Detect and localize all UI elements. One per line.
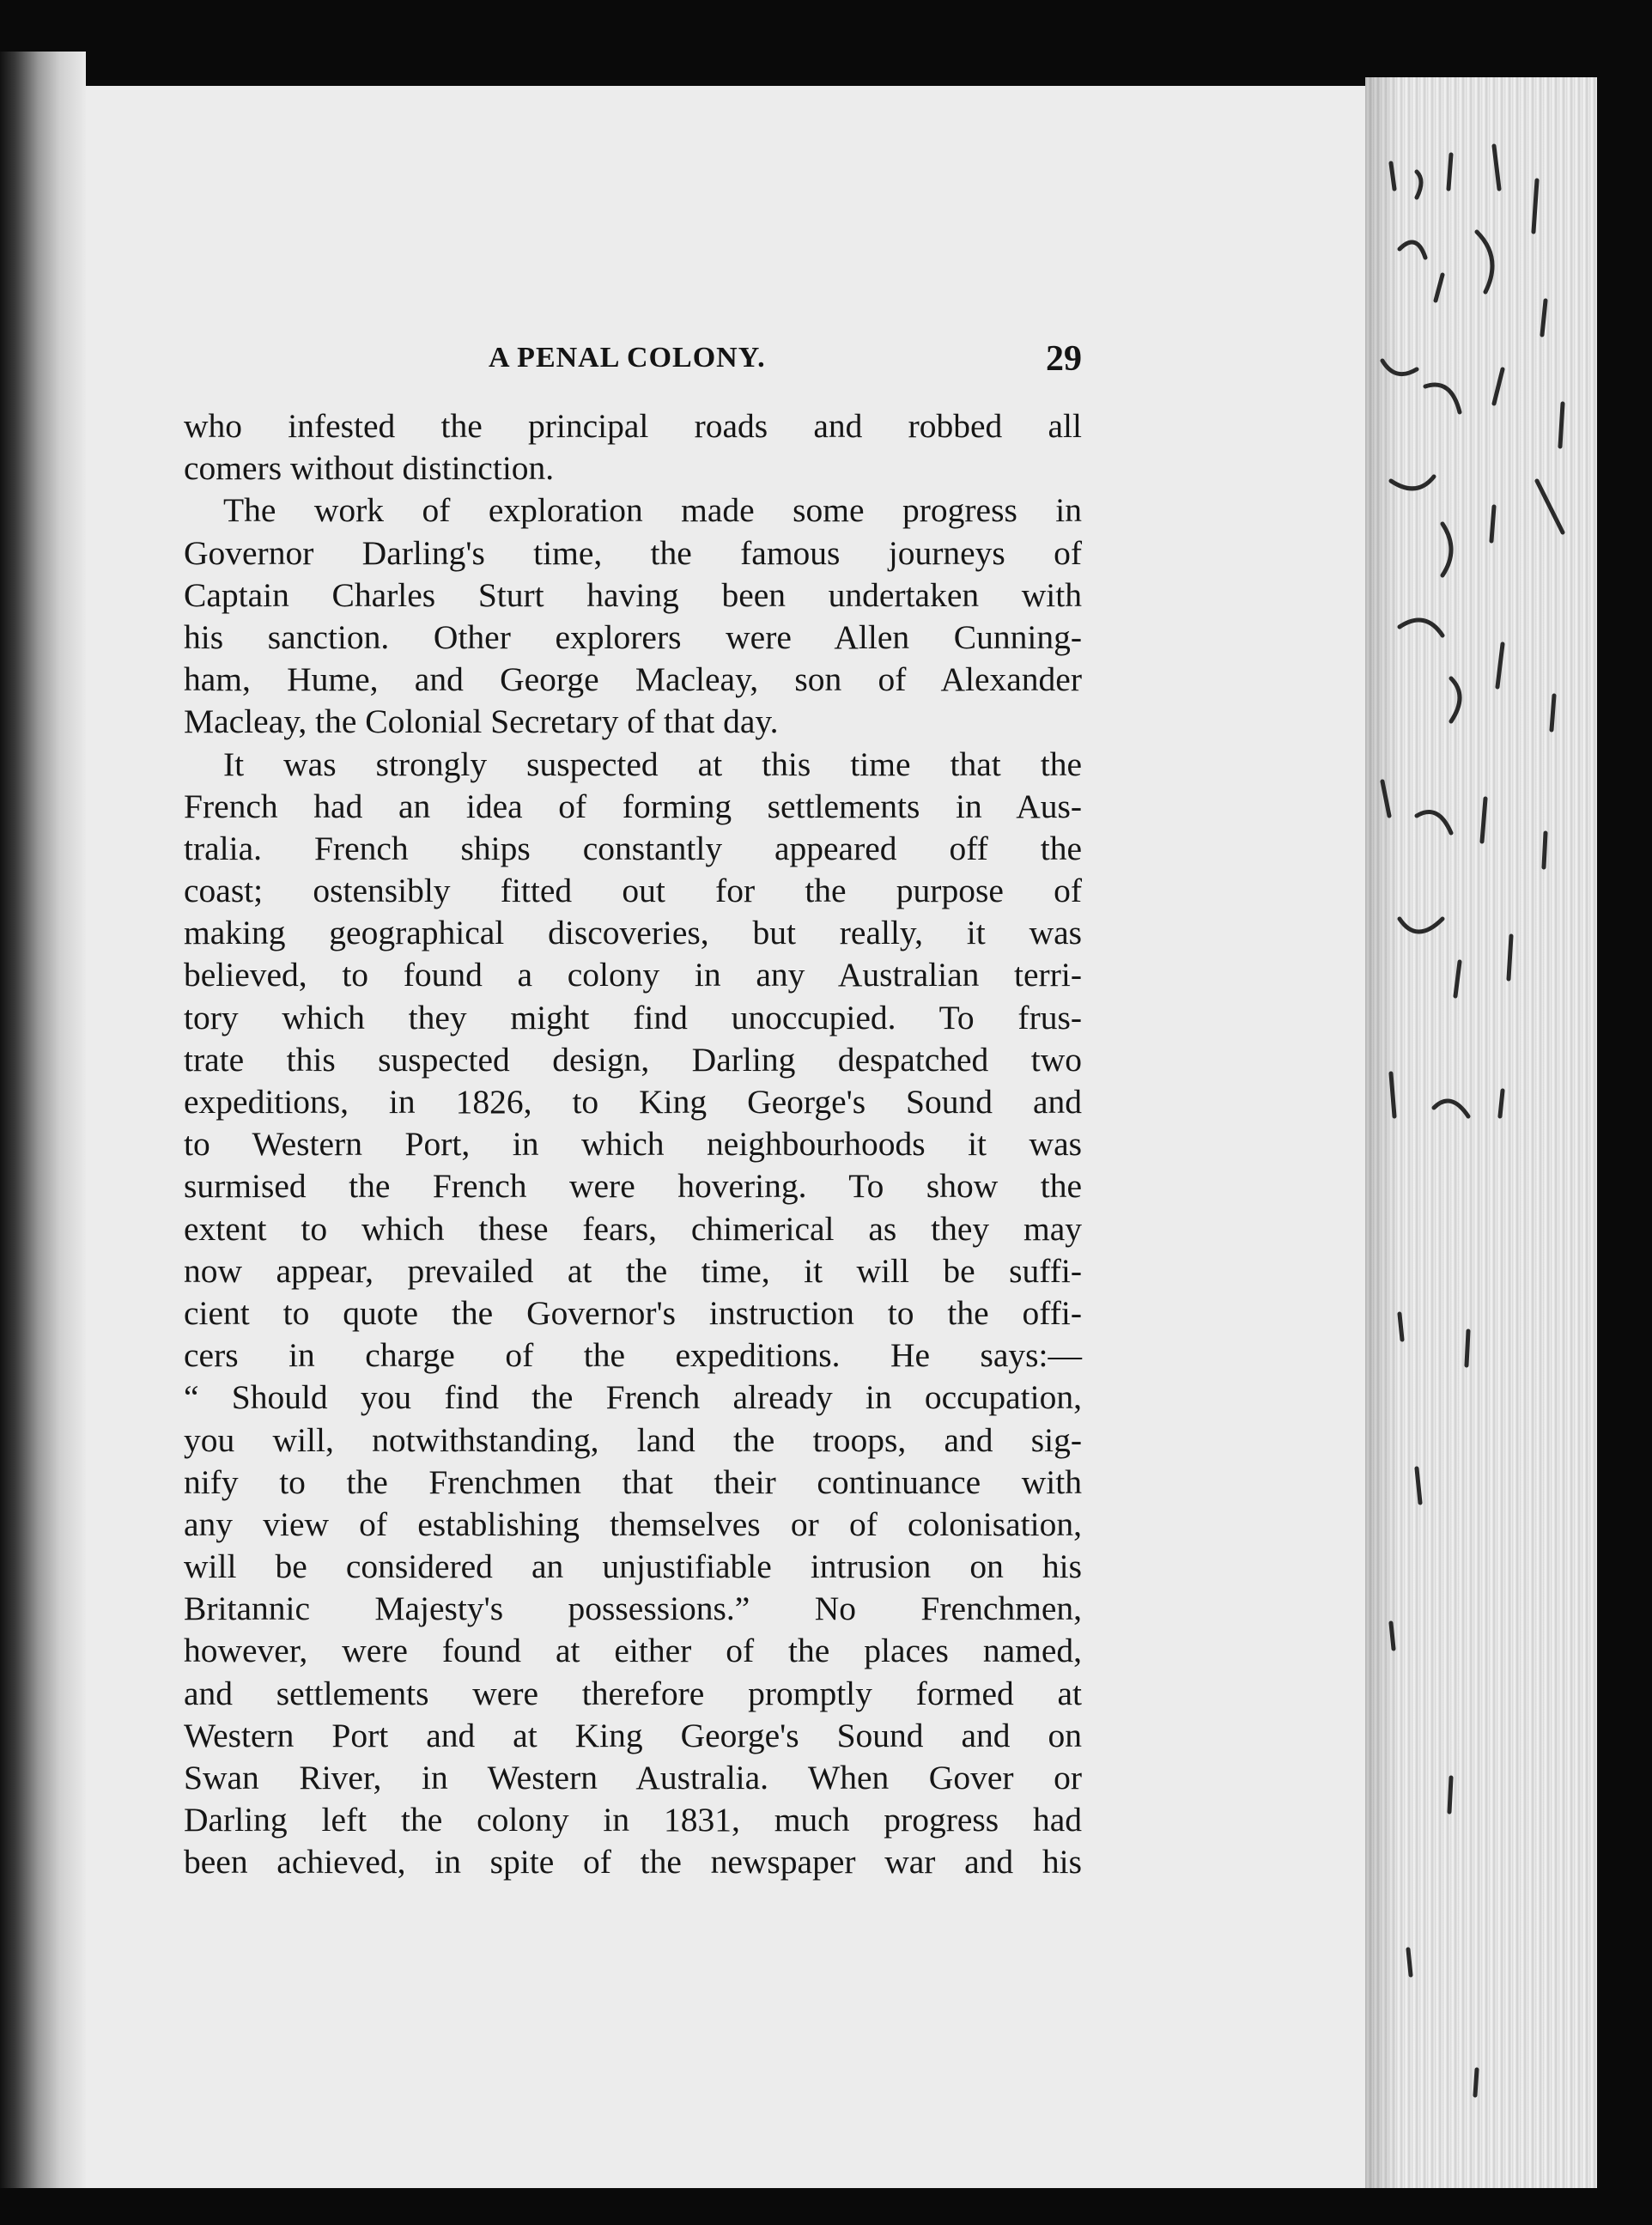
text-line: however, were found at either of the places named, [184,1632,1082,1670]
text-line: The work of exploration made some progress in [223,491,1082,530]
scan-top-border [0,0,1652,52]
text-line: Governor Darling's time, the famous journeys of [184,533,1082,572]
page-number: 29 [1046,339,1082,379]
text-line: tory which they might find unoccupied. To frus- [184,998,1082,1037]
text-line: who infested the principal roads and robbed all [184,407,1082,445]
body-text [184,405,1082,1884]
text-line: ham, Hume, and George Macleay, son of Alexander [184,660,1082,699]
text-line: tralia. French ships constantly appeared off the [184,829,1082,867]
text-line: It was strongly suspected at this time that the [223,745,1082,783]
text-line: cers in charge of the expeditions. He says:— [184,1336,1082,1375]
text-line: Macleay, the Colonial Secretary of that day. [184,702,779,741]
text-line: now appear, prevailed at the time, it will be suffi- [184,1251,1082,1290]
text-line: his sanction. Other explorers were Allen Cunning- [184,617,1082,656]
text-line: French had an idea of forming settlements in Aus- [184,787,1082,825]
text-line: surmised the French were hovering. To show the [184,1167,1082,1206]
text-line: believed, to found a colony in any Australian terri- [184,956,1082,994]
text-line: any view of establishing themselves or of colonisation, [184,1505,1082,1543]
text-line: coast; ostensibly fitted out for the purpose of [184,872,1082,910]
book-spine-left [0,52,86,2190]
text-line: making geographical discoveries, but really, it was [184,914,1082,952]
text-line: trate this suspected design, Darling despatched two [184,1040,1082,1079]
text-line: expeditions, in 1826, to King George's Sound and [184,1083,1082,1121]
text-line: Britannic Majesty's possessions.” No Frenchmen, [184,1590,1082,1628]
text-line: Western Port and at King George's Sound and on [184,1716,1082,1754]
text-line: will be considered an unjustifiable intrusion on his [184,1547,1082,1586]
text-line: Captain Charles Sturt having been undertaken with [184,575,1082,614]
text-line: extent to which these fears, chimerical as they may [184,1209,1082,1248]
scan-right-border [1597,0,1652,2225]
text-line: Swan River, in Western Australia. When Gover or [184,1759,1082,1796]
text-line: “ Should you find the French already in occupation, [184,1378,1082,1417]
text-line: you will, notwithstanding, land the troops, and sig- [184,1420,1082,1459]
text-line: nify to the Frenchmen that their continuance with [184,1462,1082,1501]
text-line: been achieved, in spite of the newspaper war and his [184,1843,1082,1882]
running-head: A PENAL COLONY. [489,342,766,374]
text-line: Darling left the colony in 1831, much progress had [184,1801,1082,1839]
text-line: cient to quote the Governor's instruction to the offi- [184,1293,1082,1332]
text-line: to Western Port, in which neighbourhoods it was [184,1125,1082,1164]
text-line: comers without distinction. [184,449,555,488]
scan-bottom-border [0,2188,1652,2225]
page-header [184,339,1082,385]
binding-ink-marks [1365,77,1597,2198]
text-line: and settlements were therefore promptly formed at [184,1674,1082,1712]
